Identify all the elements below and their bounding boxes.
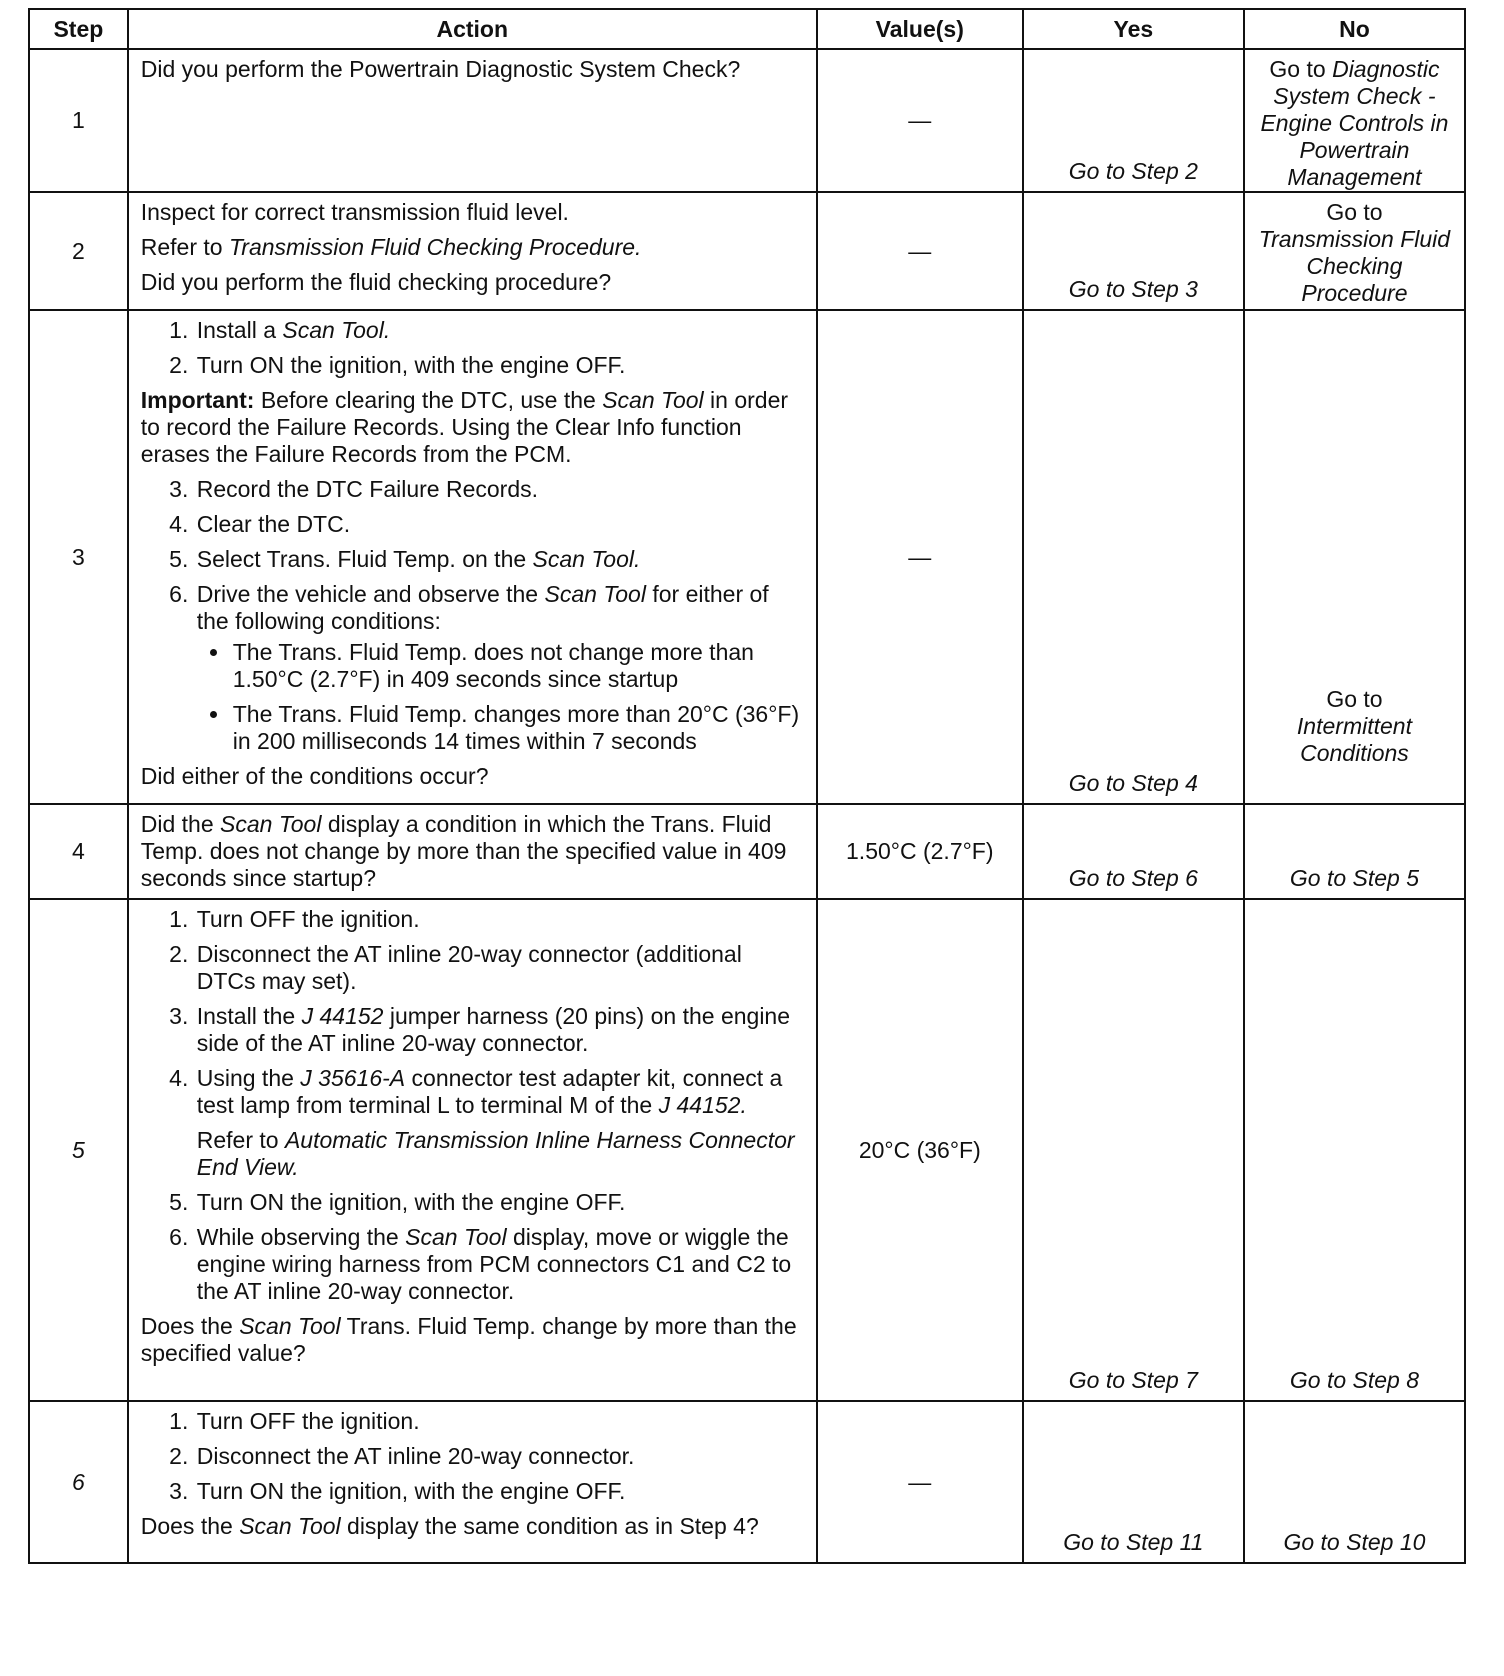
yes-cell [1023,804,1244,899]
list-item: 3. Install the J 44152 jumper harness (20 pins) on the engine side of the AT inline 20-way connector. [195,1003,806,1057]
yes-link[interactable]: Go to Step 4 [1068,770,1198,796]
step-number: 4 [29,804,128,899]
ref-link[interactable]: Transmission Fluid Checking Procedure. [228,234,642,260]
important-note: Important: Before clearing the DTC, use the Scan Tool in order to record the Failure Records. Using the Clear Info function erases the Failure Records from the PCM. [140,387,789,467]
action-question: Does the Scan Tool display the same condition as in Step 4? [140,1513,759,1539]
yes-cell [1023,899,1244,1401]
yes-cell [1023,310,1244,804]
action-line: Inspect for correct transmission fluid level. [140,199,569,225]
table-row-step-3 [29,310,1465,804]
action-question: Did either of the conditions occur? [140,763,489,789]
value-cell: — [817,1401,1023,1563]
yes-link[interactable]: Go to Step 3 [1068,276,1198,302]
list-item: 4. Clear the DTC. [195,511,806,538]
no-prefix: Go to [1326,686,1383,712]
yes-link[interactable]: Go to Step 2 [1068,158,1198,184]
no-cell [1244,192,1465,310]
step-number: 5 [29,899,128,1401]
step-number: 2 [29,192,128,310]
list-item: 1. Install a Scan Tool. [195,317,806,344]
important-label: Important: [140,387,255,413]
value-cell: — [817,192,1023,310]
no-link[interactable]: Go to Step 8 [1289,1367,1420,1393]
value-cell: — [817,310,1023,804]
action-cell [128,310,817,804]
action-question: Did the Scan Tool display a condition in which the Trans. Fluid Temp. does not change by more than the specified value in 409 seconds since startup? [140,811,787,891]
procedure-list [141,317,806,379]
no-prefix: Go to [1326,199,1383,225]
no-cell [1244,49,1465,192]
ref-line: Refer to Automatic Transmission Inline Harness Connector End View. [196,1127,795,1180]
list-item: 2. Disconnect the AT inline 20-way connector. [195,1443,806,1470]
list-item: 3. Turn ON the ignition, with the engine OFF. [195,1478,806,1505]
ref-link[interactable]: Automatic Transmission Inline Harness Connector End View. [196,1127,795,1180]
no-link[interactable]: Go to Step 5 [1289,865,1420,891]
no-group [1245,686,1464,767]
yes-cell [1023,49,1244,192]
yes-cell [1023,192,1244,310]
no-link[interactable]: Transmission Fluid Checking Procedure [1258,226,1451,306]
value-cell: 1.50°C (2.7°F) [817,804,1023,899]
value-cell: — [817,49,1023,192]
step-number: 1 [29,49,128,192]
list-item: 1. Turn OFF the ignition. [195,906,806,933]
no-cell [1244,804,1465,899]
value-cell: 20°C (36°F) [817,899,1023,1401]
condition-list [197,639,806,755]
list-item: 2. Turn ON the ignition, with the engine OFF. [195,352,806,379]
yes-cell [1023,1401,1244,1563]
table-row-step-1 [29,49,1465,192]
condition-item: • The Trans. Fluid Temp. does not change more than 1.50°C (2.7°F) in 409 seconds since startup [231,639,806,693]
list-item: 6. While observing the Scan Tool display, move or wiggle the engine wiring harness from PCM connectors C1 and C2 to the AT inline 20-way connector. [195,1224,806,1305]
no-cell [1244,310,1465,804]
condition-item: • The Trans. Fluid Temp. changes more than 20°C (36°F) in 200 milliseconds 14 times within 7 seconds [231,701,806,755]
action-cell [128,49,817,192]
procedure-list [141,906,806,1305]
procedure-list [141,1408,806,1505]
list-item: 3. Record the DTC Failure Records. [195,476,806,503]
list-item: 1. Turn OFF the ignition. [195,1408,806,1435]
header-action: Action [128,9,817,49]
no-cell [1244,1401,1465,1563]
action-question: Does the Scan Tool Trans. Fluid Temp. change by more than the specified value? [140,1313,797,1366]
action-cell [128,1401,817,1563]
no-link[interactable]: Diagnostic System Check - Engine Controls in Powertrain Management [1260,56,1449,190]
no-cell [1244,899,1465,1401]
step-number: 3 [29,310,128,804]
table-row-step-4 [29,804,1465,899]
procedure-list [141,476,806,755]
no-link[interactable]: Go to Step 10 [1283,1529,1426,1555]
step-number: 6 [29,1401,128,1563]
list-item: 4. Using the J 35616-A connector test adapter kit, connect a test lamp from terminal L to terminal M of the J 44152. Refer to Automatic Transmission Inline Harness Connector End View. [195,1065,806,1181]
action-line [141,234,806,261]
list-item: 2. Disconnect the AT inline 20-way connector (additional DTCs may set). [195,941,806,995]
header-step: Step [29,9,128,49]
action-cell [128,899,817,1401]
list-item: 6. Drive the vehicle and observe the Scan Tool for either of the following conditions: • The Trans. Fluid Temp. does not change more than 1.50°C (2.7°F) in 409 seconds since startup • The Trans. Fluid Temp. changes more than 20°C (36°F) in 200 milliseconds 14 times within 7 seconds [195,581,806,755]
yes-link[interactable]: Go to Step 7 [1068,1367,1198,1393]
action-question: Did you perform the fluid checking procedure? [140,269,612,295]
header-yes: Yes [1023,9,1244,49]
table-row-step-2 [29,192,1465,310]
action-cell [128,804,817,899]
yes-link[interactable]: Go to Step 11 [1063,1529,1204,1555]
scan-tool-link: Scan Tool. [282,317,391,343]
header-values: Value(s) [817,9,1023,49]
yes-link[interactable]: Go to Step 6 [1068,865,1198,891]
action-text: Did you perform the Powertrain Diagnostic System Check? [140,56,741,82]
diagnostic-table [28,8,1466,1564]
action-cell [128,192,817,310]
header-row [29,9,1465,49]
table-row-step-5 [29,899,1465,1401]
header-no: No [1244,9,1465,49]
list-item: 5. Turn ON the ignition, with the engine OFF. [195,1189,806,1216]
list-item: 5. Select Trans. Fluid Temp. on the Scan Tool. [195,546,806,573]
table-row-step-6 [29,1401,1465,1563]
ref-prefix: Refer to [140,234,223,260]
no-link[interactable]: Intermittent Conditions [1296,713,1412,766]
no-prefix: Go to [1269,56,1326,82]
